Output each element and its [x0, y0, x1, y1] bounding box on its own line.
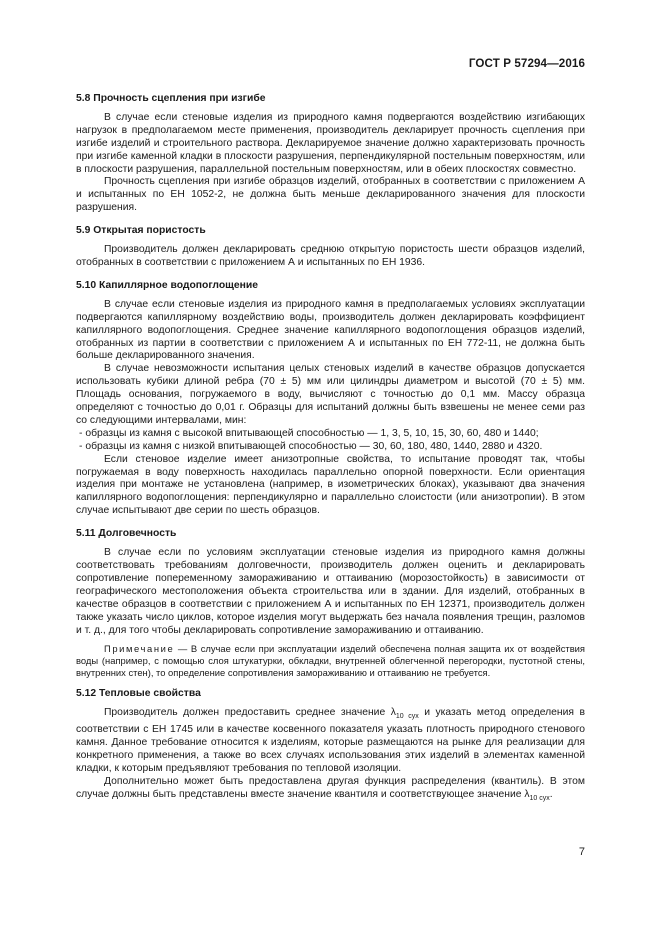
paragraph: В случае если по условиям эксплуатации стеновые изделия из природного камня должны соответствовать требованиям долговечности, производитель должен оценить и декларировать сопротивление попеременному замораживанию и оттаиванию (морозостойкость) в зависимости от географического местоположения объекта строительства или в здании. Для изделий, отобранных в качестве образцов в соответствии с приложением А и испытанных по ЕН 12371, производитель должен также указать число циклов, которое изделия могут выдержать без начала появления трещин, разломов и т. д., для того чтобы декларировать сопротивление замораживанию и оттаиванию.: [76, 547, 585, 636]
note-text: — В случае если при эксплуатации изделий обеспечена полная защита их от воздействия воды (например, с помощью слоя штукатурки, обкладки, внутренней облегченной перегородки, пустотной стены, внутренних стен), то определение сопротивления замораживанию и оттаиванию не требуется.: [76, 643, 585, 678]
section-heading-5-8: 5.8 Прочность сцепления при изгибе: [76, 93, 266, 104]
note: [76, 643, 585, 678]
paragraph: Если стеновое изделие имеет анизотропные свойства, то испытание проводят так, чтобы погружаемая в воду поверхность находилась параллельно опорной поверхности. Если ориентация изделия при монтаже не установлена (например, в изометрических блоках), указывают два значения капиллярного водопоглощения: перпендикулярно и параллельно слоистости (или анизотропии). В этом случае испытывают две серии по шесть образцов.: [76, 453, 585, 517]
paragraph: В случае если стеновые изделия из природного камня подвергаются воздействию изгибающих нагрузок в предполагаемом месте применения, производитель декларирует прочность сцепления при изгибе изделий и строительного раствора. Декларируемое значение должно характеризовать прочность при изгибе каменной кладки в плоскости разрушения, перпендикулярной постельным поверхностям, или в плоскости разрушения, параллельной постельным поверхностям, или в обеих плоскостях совместно.: [76, 111, 585, 175]
paragraph: Производитель должен декларировать среднюю открытую пористость шести образцов изделий, отобранных в соответствии с приложением А и испытанных по ЕН 1936.: [76, 244, 585, 268]
section-heading-5-10: 5.10 Капиллярное водопоглощение: [76, 279, 258, 291]
list-item: - образцы из камня с низкой впитывающей способностью — 30, 60, 180, 480, 1440, 2880 и 4320.: [79, 440, 543, 452]
standard-header: ГОСТ Р 57294—2016: [468, 57, 585, 70]
page-number: 7: [578, 846, 585, 858]
paragraph: Прочность сцепления при изгибе образцов изделий, отобранных в соответствии с приложением А и испытанных по ЕН 1052-2, не должна быть меньше декларированного значения для плоскости разрушения.: [76, 176, 585, 214]
section-heading-5-12: 5.12 Тепловые свойства: [76, 688, 201, 700]
paragraph: Производитель должен предоставить среднее значение $\lambda_{10 сух}$ и указать метод определения в соответствии с ЕН 1745 или в качестве косвенного показателя указать плотность природного стенового камня. Данное требование относится к изделиям, которые размещаются на рынке для реализации для конкретного применения, а также во всех случаях использования этих изделий в элементах каменной кладки, к которым предъявляют требования по тепловой изоляции.: [76, 707, 586, 774]
paragraph: В случае если стеновые изделия из природного камня в предполагаемых условиях эксплуатации подвергаются капиллярному воздействию воды, производитель должен декларировать коэффициент капиллярного водопоглощения. Среднее значение капиллярного водопоглощения образцов изделий, отобранных из партии в соответствии с приложением А и испытанных по ЕН 772-11, не должна быть больше декларированного значения.: [76, 298, 585, 362]
section-heading-5-9: 5.9 Открытая пористость: [76, 225, 206, 237]
paragraph: Дополнительно может быть предоставлена другая функция распределения (квантиль). В этом случае должны быть представлены вместе значение квантиля и соответствующее значение $\lambda_{10 сух}$.: [76, 775, 585, 802]
document-body: [76, 93, 585, 806]
note-label: Примечание: [104, 643, 175, 655]
list-item: - образцы из камня с высокой впитывающей способностью — 1, 3, 5, 10, 15, 30, 60, 480 и 1440;: [79, 427, 539, 439]
section-heading-5-11: 5.11 Долговечность: [76, 528, 177, 540]
paragraph: В случае невозможности испытания целых стеновых изделий в качестве образцов допускается использовать кубики длиной ребра (70 ± 5) мм или цилиндры диаметром и высотой (70 ± 5) мм. Площадь основания, погружаемого в воду, вычисляют с точностью до 0,1 мм. Массу образца определяют с точностью до 0,01 г. Образцы для испытаний должны быть взвешены не менее семи раз со следующими интервалами, мин:: [76, 363, 585, 426]
